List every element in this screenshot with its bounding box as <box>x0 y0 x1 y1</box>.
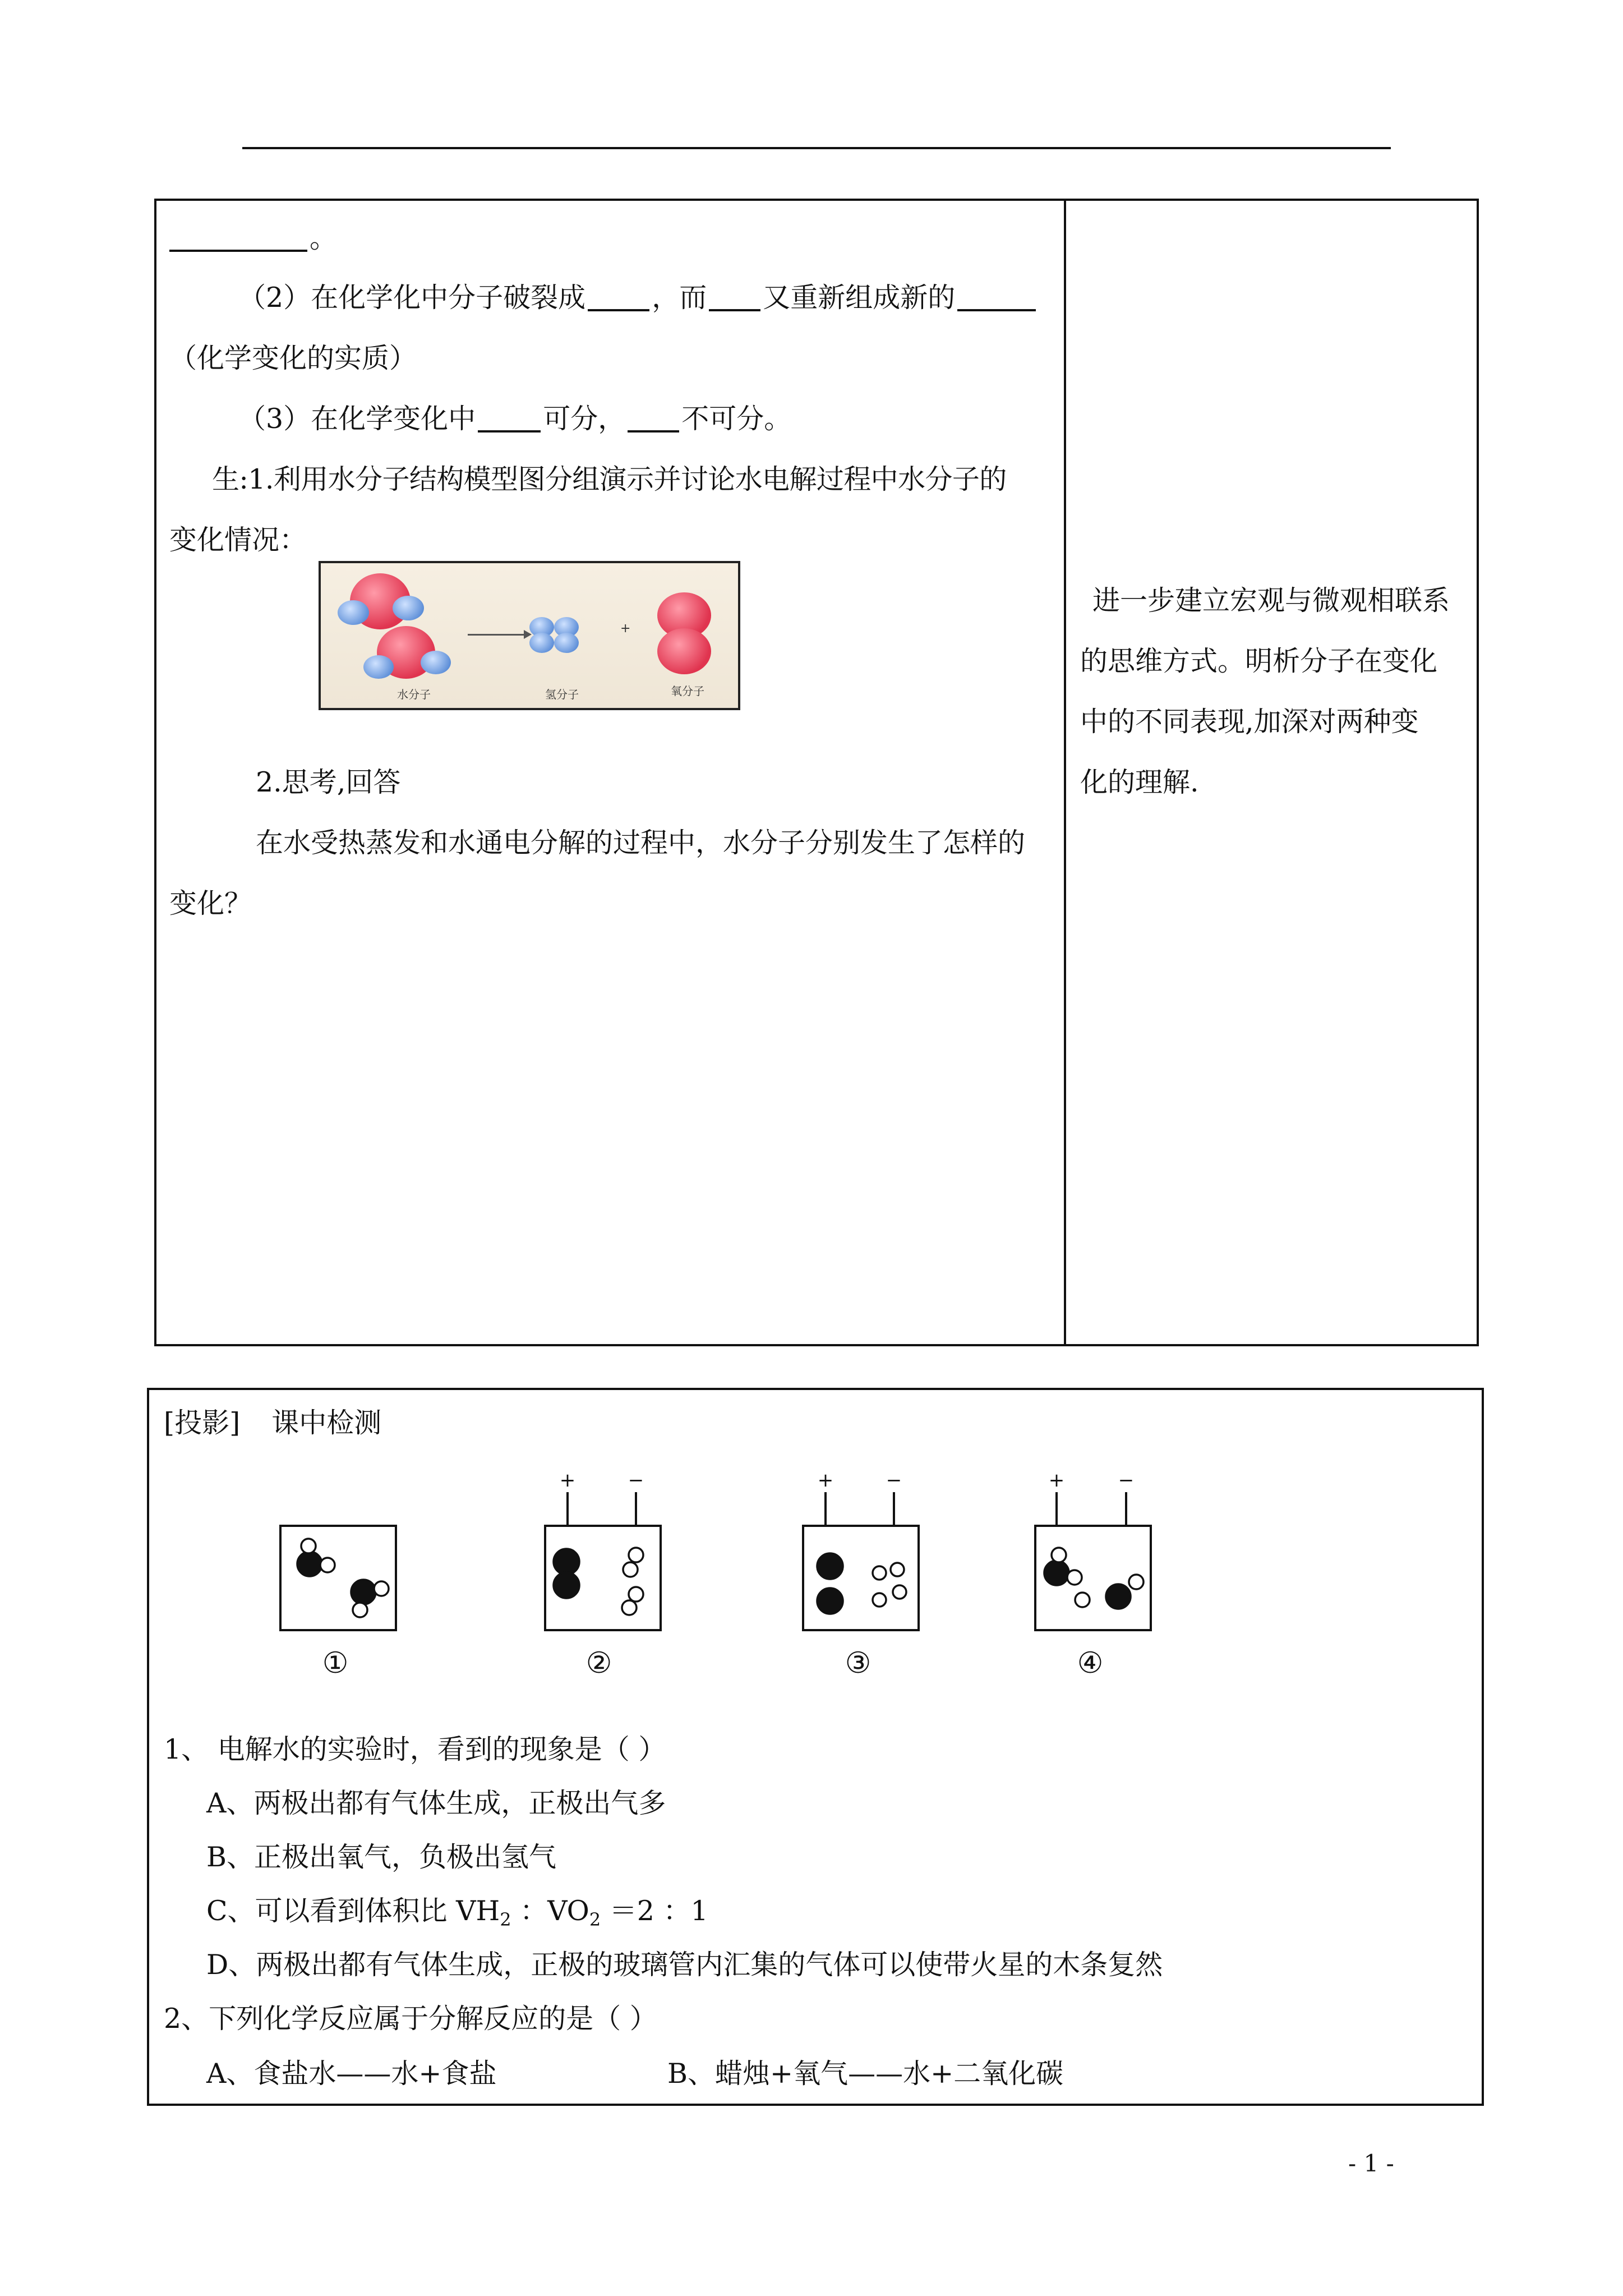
plus-electrode-2: + <box>559 1470 576 1492</box>
q1-option-a[interactable]: A、两极出都有气体生成，正极出气多 <box>206 1787 666 1819</box>
q2-option-b[interactable]: B、蜡烛+氧气——水+二氧化碳 <box>667 2058 1064 2090</box>
minus-electrode-2: − <box>628 1470 644 1492</box>
design-intent-line-3: 中的不同表现,加深对两种变 <box>1080 706 1419 738</box>
hydrogen-atom-icon <box>363 655 394 679</box>
table-column-divider <box>1064 199 1066 1346</box>
step-2-label: 2.思考,回答 <box>256 766 401 798</box>
test-box-bottom <box>147 2104 1484 2106</box>
figure-label-3: ③ <box>845 1646 872 1680</box>
design-intent-line-2: 的思维方式。明析分子在变化 <box>1080 645 1438 677</box>
page-number: - 1 - <box>1348 2150 1394 2177</box>
answer-blank[interactable] <box>628 406 679 432</box>
hydrogen-atom-icon <box>421 651 451 674</box>
student-activity-line-1: 生:1.利用水分子结构模型图分组演示并讨论水电解过程中水分子的 <box>212 463 1007 495</box>
oxygen-atom-icon <box>657 628 711 674</box>
caption-hydrogen-molecule: 氢分子 <box>545 688 579 701</box>
figure-label-2: ② <box>585 1646 612 1680</box>
q2-option-a[interactable]: A、食盐水——水+食盐 <box>206 2058 497 2090</box>
answer-blank[interactable] <box>169 225 307 252</box>
answer-blank[interactable] <box>709 284 760 311</box>
student-activity-line-2: 变化情况： <box>169 524 307 556</box>
answer-blank[interactable] <box>588 284 649 311</box>
hydrogen-molecule-icon <box>529 633 554 653</box>
hydrogen-molecule-icon <box>554 633 579 653</box>
arrow-icon <box>468 634 526 636</box>
fill-line-0: 。 <box>169 224 337 252</box>
figure-label-4: ④ <box>1077 1646 1104 1680</box>
question-2-note: （化学变化的实质） <box>169 342 417 374</box>
minus-electrode-4: − <box>1118 1470 1135 1492</box>
think-question-line-1: 在水受热蒸发和水通电分解的过程中，水分子分别发生了怎样的 <box>256 827 1026 859</box>
hydrogen-atom-icon <box>393 596 424 620</box>
q1-option-b[interactable]: B、正极出氧气，负极出氢气 <box>206 1841 557 1873</box>
container-1 <box>280 1526 396 1630</box>
plus-sign: + <box>620 622 631 636</box>
answer-blank[interactable] <box>957 284 1036 311</box>
question-1: 1、 电解水的实验时，看到的现象是（ ） <box>164 1733 666 1765</box>
q1-option-c[interactable]: C、可以看到体积比 $VH_2$ ：$VO_2 =2$ ：1 <box>206 1895 708 1930</box>
container-3 <box>803 1526 919 1630</box>
projection-heading: [投影] 课中检测 <box>164 1407 382 1439</box>
plus-electrode-4: + <box>1048 1470 1065 1492</box>
electrolysis-diagrams <box>264 1470 1172 1683</box>
question-3-line: （3）在化学变化中 可分， 不可分。 <box>238 403 792 435</box>
design-intent-line-4: 化的理解. <box>1080 766 1199 798</box>
q1-option-d[interactable]: D、两极出都有气体生成，正极的玻璃管内汇集的气体可以使带火星的木条复然 <box>206 1949 1163 1981</box>
question-2: 2、下列化学反应属于分解反应的是（ ） <box>164 2003 657 2035</box>
design-intent-line-1: 进一步建立宏观与微观相联系 <box>1092 585 1450 616</box>
minus-electrode-3: − <box>886 1470 902 1492</box>
water-electrolysis-model-image <box>319 561 740 710</box>
question-2-line: （2）在化学化中分子破裂成 ，而 又重新组成新的 <box>238 284 1038 311</box>
hydrogen-atom-icon <box>338 600 369 625</box>
think-question-line-2: 变化？ <box>169 887 252 919</box>
plus-electrode-3: + <box>817 1470 834 1492</box>
header-rule <box>242 147 1391 149</box>
figure-label-1: ① <box>322 1646 349 1680</box>
caption-water-molecule: 水分子 <box>397 688 431 701</box>
answer-blank[interactable] <box>478 406 541 432</box>
caption-oxygen-molecule: 氧分子 <box>671 684 704 698</box>
